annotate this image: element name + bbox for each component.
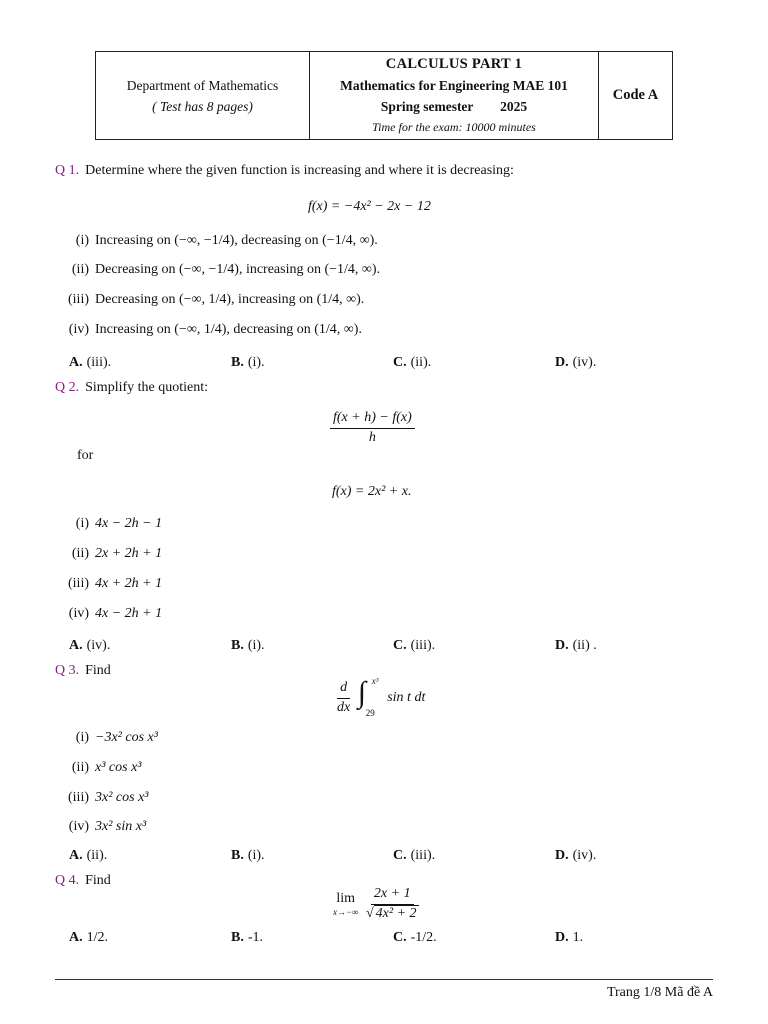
exam-header-table: [95, 51, 673, 140]
course-name: Mathematics for Engineering MAE 101: [340, 77, 568, 93]
question-prompt: Find: [85, 663, 111, 678]
q3-answer-d: D. (iv).: [555, 848, 597, 863]
q2-answer-d: D. (ii) .: [555, 638, 597, 653]
q3-answer-a: A. (ii).: [69, 848, 108, 863]
header-course-cell: [310, 52, 599, 139]
q1-answer-c: C. (ii).: [393, 355, 432, 370]
q3-integral: $\frac{d}{dx}$ ∫ x³ 29 sin t dt: [337, 676, 426, 718]
q2-answer-b: B. (i).: [231, 638, 265, 653]
question-number: Q 1.: [55, 163, 80, 178]
q2-quotient: $\frac{f(x + h) - f(x)}{h}$: [330, 410, 415, 446]
exam-time: Time for the exam: 10000 minutes: [372, 119, 536, 134]
question-number: Q 3.: [55, 663, 80, 678]
q4-limit: lim x→−∞ $\frac{2x + 1}{\text{√ 4x² + 2}}$: [333, 886, 417, 921]
q1-answer-d: D. (iv).: [555, 355, 597, 370]
page-footer: Trang 1/8 Mã đề A: [606, 985, 713, 1000]
q2-answer-a: A. (iv).: [69, 638, 111, 653]
q2-option: (iv) 4x − 2h + 1: [68, 606, 163, 621]
q1-option: (iii) Decreasing on (−∞, 1/4), increasing on (1/4, ∞).: [68, 292, 365, 307]
q4-answer-b: B. -1.: [231, 930, 264, 945]
q4-answer-a: A. 1/2.: [69, 930, 109, 945]
year: 2025: [500, 98, 528, 114]
question-3: [55, 663, 111, 679]
header-code-cell: [599, 52, 672, 139]
q2-option: (i) 4x − 2h − 1: [75, 516, 163, 531]
q3-answer-b: B. (i).: [231, 848, 265, 863]
question-prompt: Find: [85, 873, 111, 888]
q3-option: (i) −3x² cos x³: [75, 730, 158, 745]
question-number: Q 2.: [55, 380, 80, 395]
question-1: [55, 163, 514, 179]
header-department-cell: [96, 52, 310, 139]
course-title: CALCULUS PART 1: [385, 55, 523, 72]
department-name: Department of Mathematics: [126, 77, 279, 93]
q2-option: (iii) 4x + 2h + 1: [68, 576, 163, 591]
q1-answer-a: A. (iii).: [69, 355, 112, 370]
q2-option: (ii) 2x + 2h + 1: [71, 546, 163, 561]
q3-answer-c: C. (iii).: [393, 848, 436, 863]
q4-answer-d: D. 1.: [555, 930, 584, 945]
q1-answer-b: B. (i).: [231, 355, 265, 370]
q4-answer-c: C. -1/2.: [393, 930, 437, 945]
question-4: [55, 873, 111, 889]
question-number: Q 4.: [55, 873, 80, 888]
q1-formula: f(x) = −4x² − 2x − 12: [308, 199, 431, 214]
q3-option: (ii) x³ cos x³: [71, 760, 142, 775]
question-2: [55, 380, 208, 396]
footer-divider: [55, 979, 713, 980]
question-prompt: Simplify the quotient:: [85, 380, 209, 395]
semester: Spring semester: [380, 98, 474, 114]
q2-formula: f(x) = 2x² + x.: [332, 484, 412, 499]
semester-line: [381, 96, 527, 117]
q3-option: (iii) 3x² cos x³: [68, 790, 149, 805]
exam-code: Code A: [612, 87, 659, 103]
q1-option: (i) Increasing on (−∞, −1/4), decreasing on (−1/4, ∞).: [75, 233, 378, 248]
q3-option: (iv) 3x² sin x³: [68, 819, 147, 834]
q2-answer-c: C. (iii).: [393, 638, 436, 653]
pages-note: ( Test has 8 pages): [152, 98, 253, 114]
q1-option: (iv) Increasing on (−∞, 1/4), decreasing on (1/4, ∞).: [68, 322, 362, 337]
q1-option: (ii) Decreasing on (−∞, −1/4), increasing on (−1/4, ∞).: [71, 262, 381, 277]
question-prompt: Determine where the given function is increasing and where it is decreasing:: [85, 163, 514, 178]
q2-for-text: for: [77, 448, 94, 463]
